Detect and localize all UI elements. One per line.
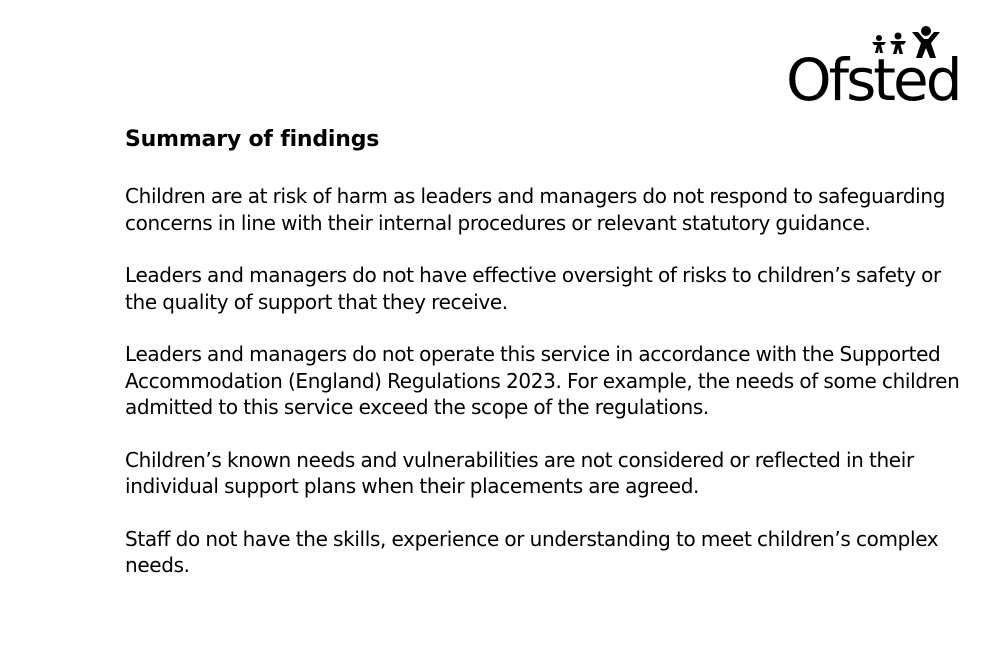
- finding-paragraph: Staff do not have the skills, experience or understanding to meet children’s complex needs.: [125, 526, 939, 577]
- ofsted-logo: [786, 24, 960, 114]
- finding-paragraph: Leaders and managers do not have effective oversight of risks to children’s safety or the quality of support that they receive.: [125, 263, 941, 314]
- finding-paragraph: Leaders and managers do not operate this service in accordance with the Supported Accommodation (England) Regulations 2023. For example, the needs of some children admitted to this service exceed the scope of the regulations.: [125, 342, 960, 419]
- findings-section: [125, 124, 965, 579]
- finding-paragraph: Children are at risk of harm as leaders and managers do not respond to safeguarding concerns in line with their internal procedures or relevant statutory guidance.: [125, 184, 946, 235]
- ofsted-wordmark: Ofsted: [786, 46, 960, 114]
- finding-paragraph: Children’s known needs and vulnerabilities are not considered or reflected in their individual support plans when their placements are agreed.: [125, 447, 914, 498]
- section-title: Summary of findings: [125, 127, 380, 152]
